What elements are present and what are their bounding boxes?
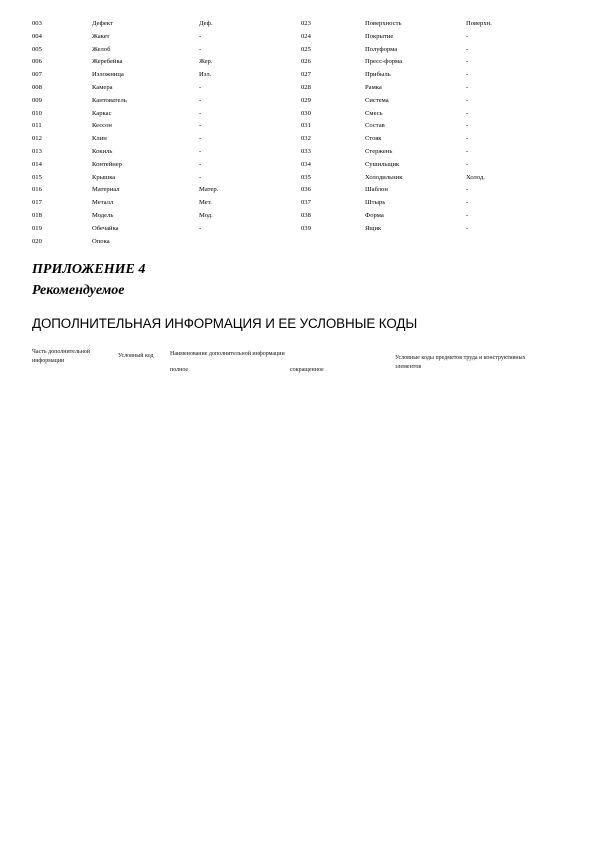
name-left: Кантователь (92, 96, 127, 104)
code-row (32, 198, 572, 211)
name-left: Клин (92, 135, 107, 143)
abbr-right: - (466, 109, 469, 117)
code-row (32, 160, 572, 173)
header-code: Условный код (118, 353, 154, 359)
abbr-left: - (199, 32, 202, 40)
code-left: 009 (32, 96, 42, 104)
code-right: 031 (301, 122, 311, 130)
name-left: Кессон (92, 122, 112, 130)
abbr-right: - (466, 224, 469, 232)
code-left: 015 (32, 173, 42, 181)
abbr-left: - (199, 96, 202, 104)
header-info-name: Наименование дополнительной информации (170, 351, 285, 357)
name-left: Контейнер (92, 160, 122, 168)
code-right: 030 (301, 109, 311, 117)
code-left: 020 (32, 237, 42, 245)
code-row (32, 185, 572, 198)
name-right: Холодильник (365, 173, 403, 181)
code-right: 029 (301, 96, 311, 104)
abbr-right: - (466, 135, 469, 143)
name-left: Кокиль (92, 147, 113, 155)
appendix-title: ПРИЛОЖЕНИЕ 4 (32, 262, 146, 277)
abbr-right: - (466, 32, 469, 40)
code-right: 034 (301, 160, 311, 168)
code-left: 014 (32, 160, 42, 168)
code-left: 007 (32, 71, 42, 79)
abbr-right: - (466, 147, 469, 155)
name-right: Шаблон (365, 186, 388, 194)
code-row (32, 19, 572, 32)
abbr-left: - (199, 45, 202, 53)
name-right: Пресс-форма (365, 58, 403, 66)
abbr-right: - (466, 160, 469, 168)
code-table (32, 19, 572, 249)
name-right: Ящик (365, 224, 382, 232)
abbr-left: Матер. (199, 186, 219, 194)
abbr-right: - (466, 211, 469, 219)
code-row (32, 109, 572, 122)
code-left: 019 (32, 224, 42, 232)
code-left: 008 (32, 83, 42, 91)
code-row (32, 134, 572, 147)
code-right: 039 (301, 224, 311, 232)
code-left: 013 (32, 147, 42, 155)
code-right: 036 (301, 186, 311, 194)
header-part-of-info: Часть дополнительной информации (32, 349, 91, 364)
code-right: 035 (301, 173, 311, 181)
code-left: 005 (32, 45, 42, 53)
code-left: 011 (32, 122, 42, 130)
code-right: 025 (301, 45, 311, 53)
code-row (32, 147, 572, 160)
code-right: 026 (301, 58, 311, 66)
code-left: 003 (32, 20, 42, 27)
abbr-right: - (466, 199, 469, 207)
abbr-right: - (466, 96, 469, 104)
abbr-left: - (199, 135, 202, 143)
abbr-left: Мод. (199, 211, 213, 219)
abbr-left: Мет. (199, 199, 212, 207)
header-short: сокращенное (290, 367, 324, 373)
code-right: 027 (301, 71, 311, 79)
code-right: 032 (301, 135, 311, 143)
code-left: 016 (32, 186, 42, 194)
abbr-right: - (466, 71, 469, 79)
abbr-left: - (199, 122, 202, 130)
name-right: Поверхность (365, 20, 402, 27)
name-right: Покрытие (365, 32, 394, 40)
abbr-left: - (199, 83, 202, 91)
abbr-right: - (466, 122, 469, 130)
abbr-left: - (199, 109, 202, 117)
name-left: Материал (92, 186, 120, 194)
code-row (32, 45, 572, 58)
code-row (32, 83, 572, 96)
code-left: 018 (32, 211, 42, 219)
code-right: 033 (301, 147, 311, 155)
code-left: 004 (32, 32, 42, 40)
abbr-right: - (466, 45, 469, 53)
appendix-subtitle: Рекомендуемое (32, 283, 125, 298)
code-row (32, 96, 572, 109)
code-left: 006 (32, 58, 42, 66)
name-left: Дефект (92, 20, 113, 27)
code-left: 012 (32, 135, 42, 143)
code-row (32, 57, 572, 70)
name-right: Прибыль (365, 71, 391, 79)
abbr-left: - (199, 224, 202, 232)
abbr-right: - (466, 186, 469, 194)
abbr-left: Изл. (199, 71, 212, 79)
name-right: Стояк (365, 135, 382, 143)
name-left: Изложница (92, 71, 124, 79)
code-right: 024 (301, 32, 311, 40)
abbr-left: - (199, 147, 202, 155)
name-right: Полуформа (365, 45, 398, 53)
abbr-left: - (199, 173, 202, 181)
name-left: Камера (92, 83, 113, 91)
code-row (32, 237, 572, 250)
code-row (32, 121, 572, 134)
name-right: Смесь (365, 109, 383, 117)
name-left: Модель (92, 211, 114, 219)
name-left: Крышка (92, 173, 116, 181)
section-heading: ДОПОЛНИТЕЛЬНАЯ ИНФОРМАЦИЯ И ЕЕ УСЛОВНЫЕ КОДЫ (32, 316, 418, 331)
code-right: 023 (301, 20, 311, 27)
name-left: Обечайка (92, 224, 119, 232)
name-right: Форма (365, 211, 384, 219)
name-left: Каркас (92, 109, 112, 117)
abbr-left: Жер. (199, 58, 213, 66)
code-row (32, 224, 572, 237)
code-right: 037 (301, 199, 311, 207)
name-left: Желоб (92, 45, 111, 53)
name-right: Стержень (365, 147, 393, 155)
code-row (32, 32, 572, 45)
code-row (32, 173, 572, 186)
abbr-right: Холод. (466, 173, 485, 181)
name-left: Жеребейка (92, 58, 123, 66)
abbr-left: - (199, 160, 202, 168)
code-left: 017 (32, 199, 42, 207)
abbr-right: - (466, 83, 469, 91)
code-row (32, 211, 572, 224)
name-right: Рамка (365, 83, 382, 91)
name-right: Состав (365, 122, 385, 130)
name-right: Сушильщик (365, 160, 400, 168)
name-right: Штырь (365, 199, 386, 207)
code-row (32, 70, 572, 83)
abbr-left: Деф. (199, 20, 213, 27)
code-right: 038 (301, 211, 311, 219)
header-object-codes: Условные коды предметов труда и конструктивных элементов (395, 355, 526, 370)
code-left: 010 (32, 109, 42, 117)
name-right: Система (365, 96, 389, 104)
name-left: Металл (92, 199, 114, 207)
name-left: Жакет (92, 32, 110, 40)
abbr-right: - (466, 58, 469, 66)
abbr-right: Поверхн. (466, 20, 492, 27)
name-left: Опока (92, 237, 110, 245)
header-full: полное (170, 367, 189, 373)
code-right: 028 (301, 83, 311, 91)
